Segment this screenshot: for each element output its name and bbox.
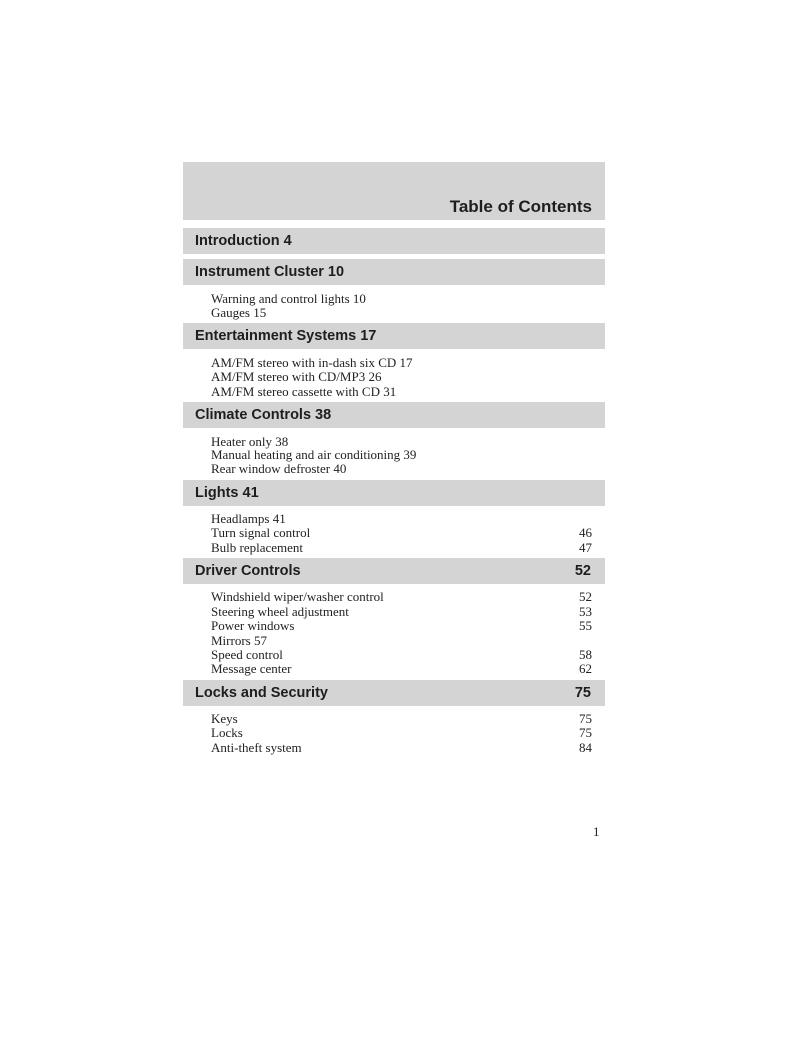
toc-entry[interactable] [211,369,592,384]
toc-entry[interactable] [211,511,592,526]
entry-label: AM/FM stereo with in-dash six CD 17 [211,355,413,370]
entry-label: Mirrors 57 [211,633,267,648]
toc-entry[interactable] [211,725,592,740]
entry-page: 62 [579,661,592,676]
entry-label: Power windows [211,618,295,633]
entry-label: Message center [211,661,292,676]
toc-entry[interactable] [211,711,592,726]
entry-label: Speed control [211,647,283,662]
entry-label: Rear window defroster 40 [211,461,347,476]
toc-entry[interactable] [211,384,592,399]
entry-page: 47 [579,540,592,555]
entry-label: Heater only 38 [211,434,289,449]
section-label: Locks and Security [195,685,328,701]
entry-page: 46 [579,525,592,540]
entry-page: 53 [579,604,592,619]
toc-entry[interactable] [211,740,592,755]
section-header-locks-and-security[interactable] [183,680,605,706]
entry-label: Warning and control lights 10 [211,291,366,306]
section-header-driver-controls[interactable] [183,558,605,584]
section-label: Entertainment Systems 17 [195,328,377,344]
section-label: Introduction 4 [195,233,292,249]
entry-label: Keys [211,711,238,726]
entry-label: Windshield wiper/washer control [211,589,384,604]
entry-label: Turn signal control [211,525,311,540]
toc-entry[interactable] [211,661,592,676]
section-label: Lights 41 [195,485,259,501]
toc-entry[interactable] [211,633,592,648]
toc-entry[interactable] [211,305,592,320]
section-header-introduction[interactable] [183,228,605,254]
entry-label: AM/FM stereo with CD/MP3 26 [211,369,382,384]
entry-page: 75 [579,725,592,740]
section-label: Climate Controls 38 [195,407,332,423]
entry-label: AM/FM stereo cassette with CD 31 [211,384,397,399]
entry-label: Steering wheel adjustment [211,604,349,619]
page-title: Table of Contents [449,197,592,216]
toc-entry[interactable] [211,291,592,306]
page-number: 1 [593,824,600,839]
entry-label: Headlamps 41 [211,511,286,526]
toc-entry[interactable] [211,647,592,662]
entry-page: 84 [579,740,592,755]
section-header-entertainment-systems[interactable] [183,323,605,349]
section-page: 75 [574,685,591,701]
section-header-instrument-cluster[interactable] [183,259,605,285]
entry-label: Bulb replacement [211,540,304,555]
toc-entry[interactable] [211,525,592,540]
toc-entry[interactable] [211,604,592,619]
toc-entry[interactable] [211,618,592,633]
section-label: Driver Controls [195,563,301,579]
section-label: Instrument Cluster 10 [195,264,345,280]
entry-page: 55 [579,618,592,633]
entry-page: 75 [579,711,592,726]
entry-page: 58 [579,647,592,662]
section-header-lights[interactable] [183,480,605,506]
entry-label: Anti-theft system [211,740,302,755]
entry-page: 52 [579,589,592,604]
toc-entry[interactable] [211,540,592,555]
toc-entry[interactable] [211,589,592,604]
toc-entry[interactable] [211,355,592,370]
entry-label: Manual heating and air conditioning 39 [211,447,417,462]
toc-header [183,162,605,220]
section-page: 52 [574,563,591,579]
entry-label: Gauges 15 [211,305,267,320]
toc-entry[interactable] [211,447,592,462]
section-header-climate-controls[interactable] [183,402,605,428]
toc-entry[interactable] [211,461,592,476]
entry-label: Locks [211,725,243,740]
